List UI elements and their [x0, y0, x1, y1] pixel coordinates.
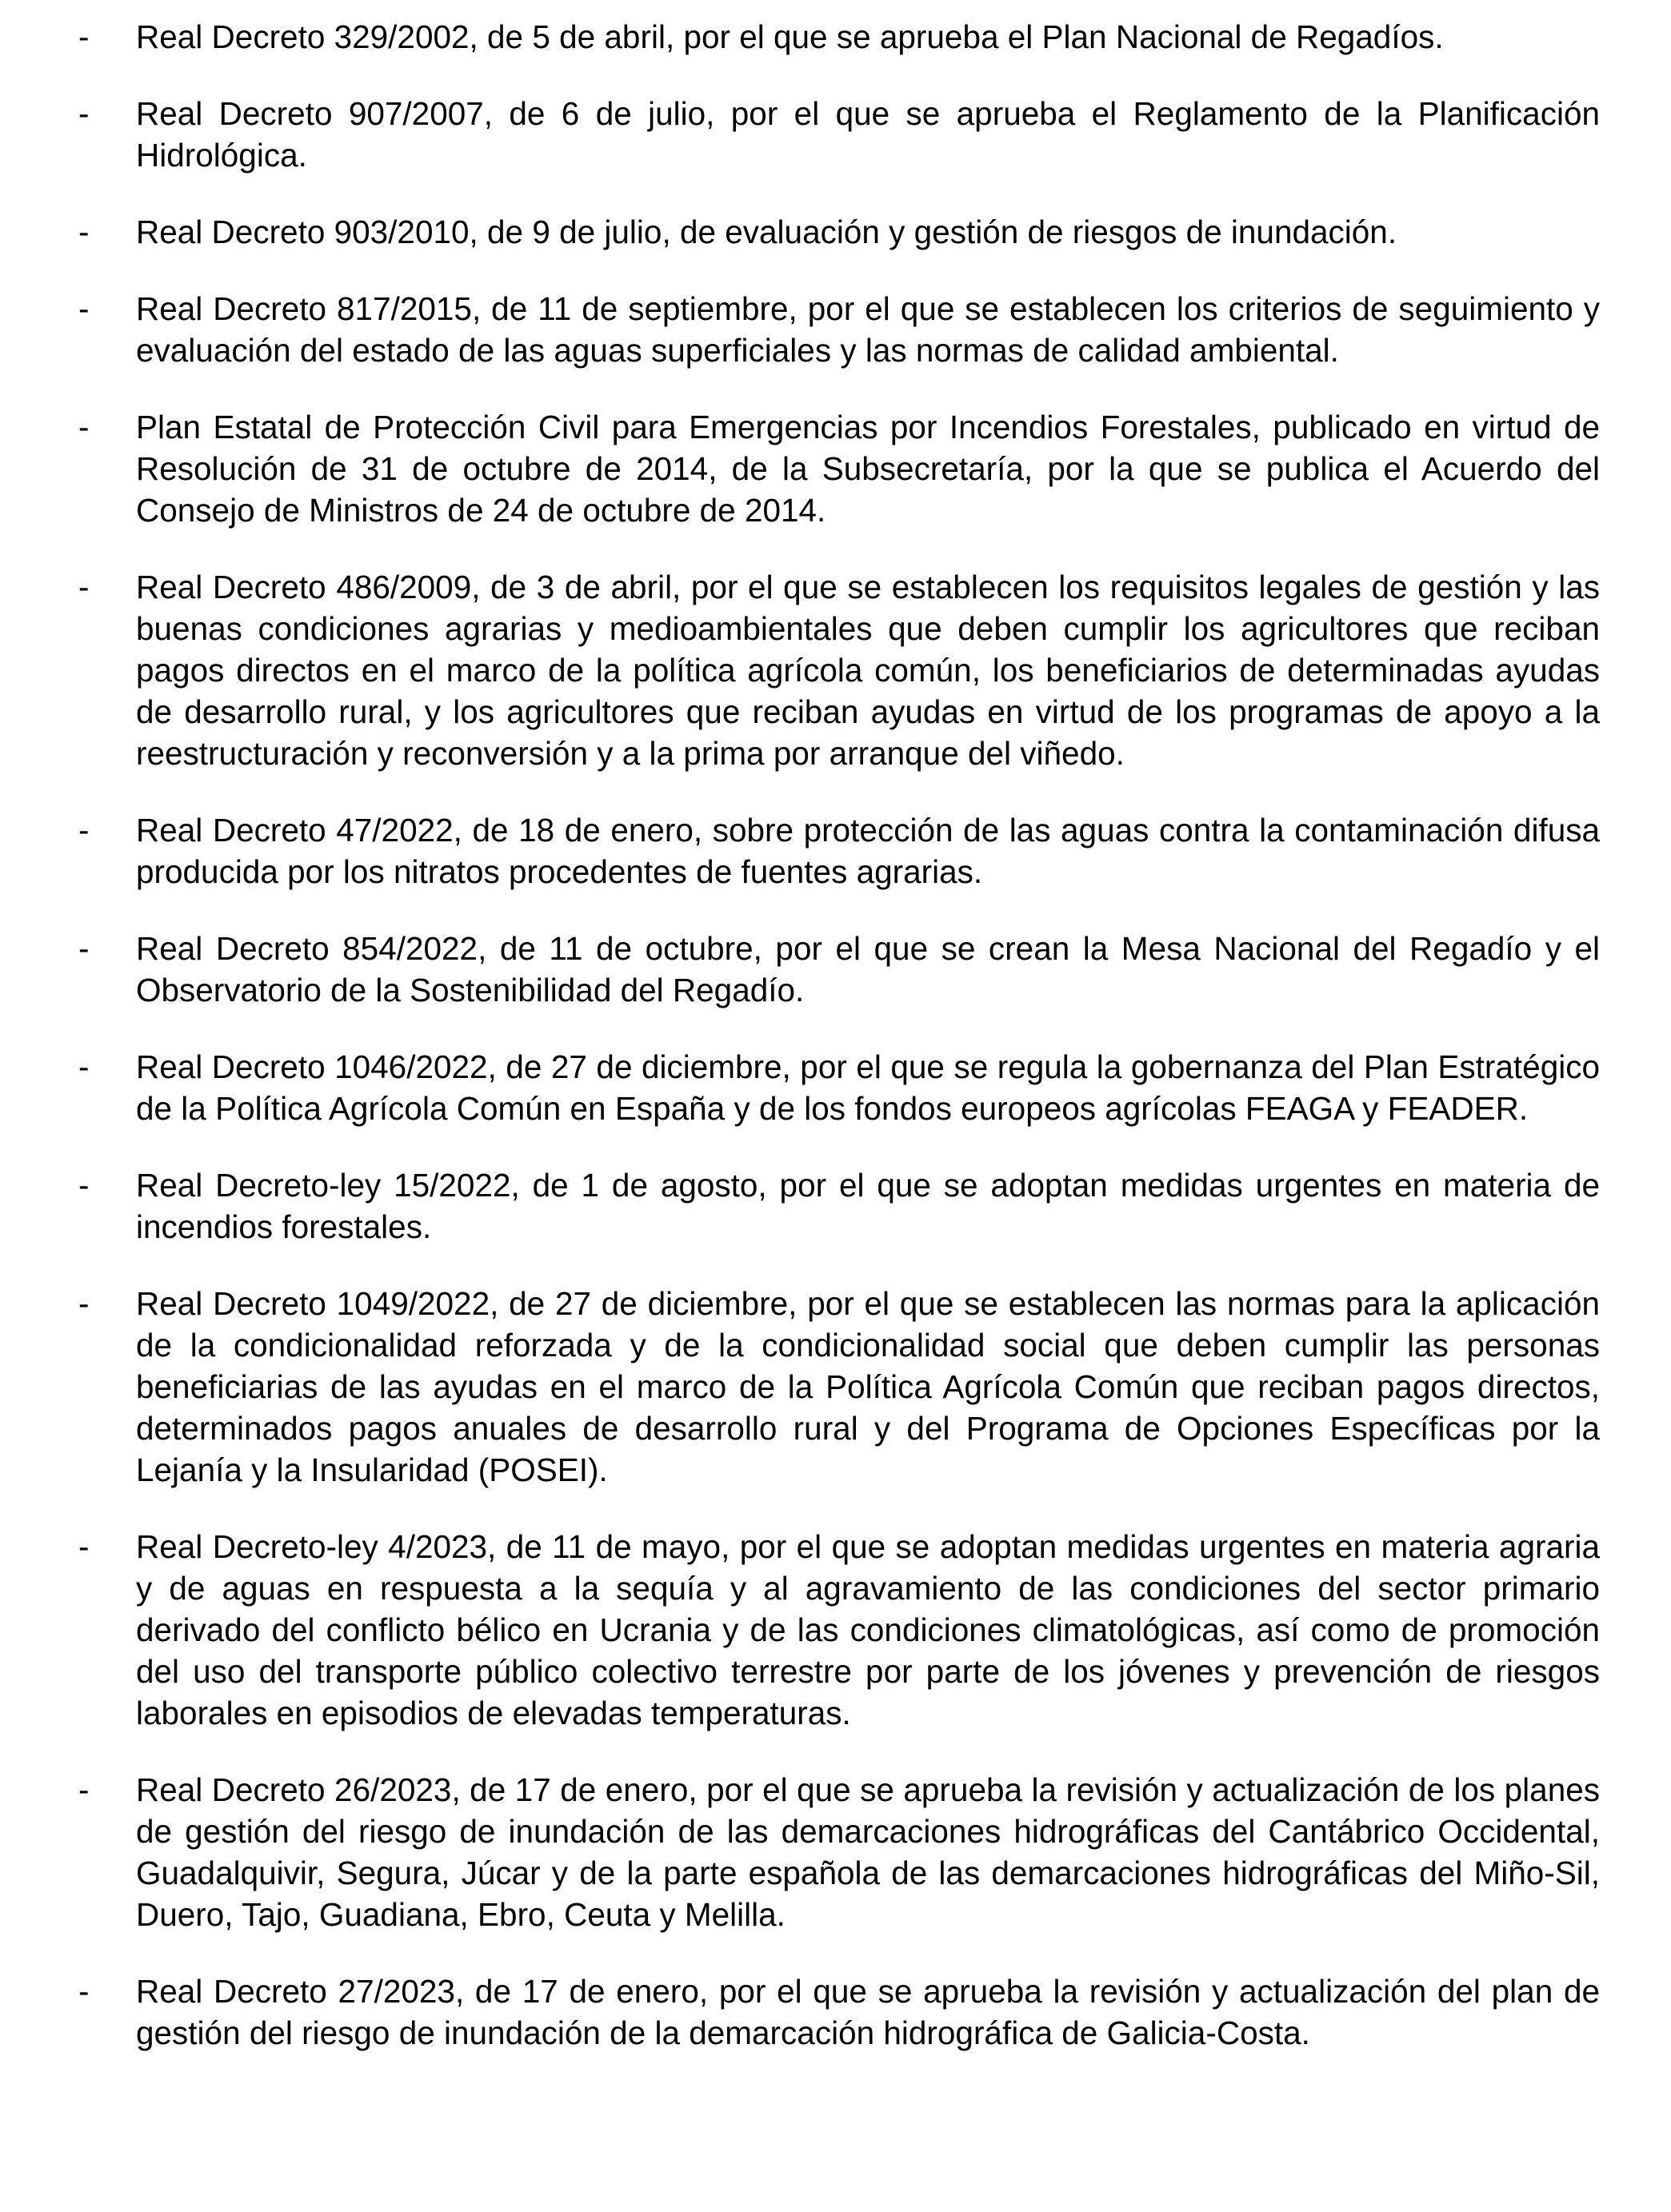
list-item-text: Real Decreto 26/2023, de 17 de enero, por el que se aprueba la revisión y actualización de los planes de gestión del riesgo de inundación de las demarcaciones hidrográficas del Cantábrico Occidental, Guadalquivir, Segura, Júcar y de la parte española de las demarcaciones hidrográficas del Miño-Sil, Duero, Tajo, Guadiana, Ebro, Ceuta y Melilla. — [136, 1771, 1600, 1933]
list-bullet: - — [78, 1528, 90, 1565]
list-item-text: Real Decreto 27/2023, de 17 de enero, por el que se aprueba la revisión y actualización del plan de gestión del riesgo de inundación de la demarcación hidrográfica de Galicia-Costa. — [136, 1973, 1600, 2051]
list-item-text: Real Decreto 854/2022, de 11 de octubre, por el que se crean la Mesa Nacional del Regadío y el Observatorio de la Sostenibilidad del Regadío. — [136, 930, 1600, 1008]
list-bullet: - — [78, 569, 90, 605]
list-item — [0, 406, 1600, 531]
list-item — [0, 1769, 1600, 1935]
list-item-text: Plan Estatal de Protección Civil para Emergencias por Incendios Forestales, publicado en virtud de Resolución de 31 de octubre de 2014, de la Subsecretaría, por la que se publica el Acuerdo del Consejo de Ministros de 24 de octubre de 2014. — [136, 409, 1600, 529]
list-bullet: - — [78, 1973, 90, 2010]
list-bullet: - — [78, 214, 90, 250]
list-item-text: Real Decreto 1046/2022, de 27 de diciembre, por el que se regula la gobernanza del Plan Estratégico de la Política Agrícola Común en España y de los fondos europeos agrícolas FEAGA y FEADER. — [136, 1048, 1600, 1127]
list-item-text: Real Decreto-ley 15/2022, de 1 de agosto, por el que se adoptan medidas urgentes en materia de incendios forestales. — [136, 1167, 1600, 1245]
list-item — [0, 16, 1600, 58]
list-bullet: - — [78, 409, 90, 445]
list-bullet: - — [78, 1048, 90, 1085]
list-item — [0, 1970, 1600, 2054]
list-item — [0, 809, 1600, 892]
list-item-text: Real Decreto 903/2010, de 9 de julio, de evaluación y gestión de riesgos de inundación. — [136, 214, 1397, 250]
list-bullet: - — [78, 1167, 90, 1204]
list-item-text: Real Decreto 907/2007, de 6 de julio, por el que se aprueba el Reglamento de la Planificación Hidrológica. — [136, 95, 1600, 174]
list-item — [0, 288, 1600, 371]
list-item-text: Real Decreto 486/2009, de 3 de abril, por el que se establecen los requisitos legales de gestión y las buenas condiciones agrarias y medioambientales que deben cumplir los agricultores que reciban pagos directos en el marco de la política agrícola común, los beneficiarios de determinadas ayudas de desarrollo rural, y los agricultores que reciban ayudas en virtud de los programas de apoyo a la reestructuración y reconversión y a la prima por arranque del viñedo. — [136, 569, 1600, 772]
list-bullet: - — [78, 1285, 90, 1322]
list-item — [0, 1164, 1600, 1248]
list-item-text: Real Decreto 329/2002, de 5 de abril, por el que se aprueba el Plan Nacional de Regadíos. — [136, 18, 1444, 55]
list-item — [0, 93, 1600, 176]
list-item — [0, 566, 1600, 774]
list-item-text: Real Decreto 817/2015, de 11 de septiembre, por el que se establecen los criterios de seguimiento y evaluación del estado de las aguas superficiales y las normas de calidad ambiental. — [136, 290, 1600, 369]
list-item — [0, 928, 1600, 1011]
list-bullet: - — [78, 930, 90, 967]
list-item-text: Real Decreto 47/2022, de 18 de enero, sobre protección de las aguas contra la contaminación difusa producida por los nitratos procedentes de fuentes agrarias. — [136, 812, 1600, 890]
list-item — [0, 1046, 1600, 1129]
list-bullet: - — [78, 18, 90, 55]
list-item — [0, 1283, 1600, 1491]
list-bullet: - — [78, 1771, 90, 1808]
list-bullet: - — [78, 290, 90, 327]
list-item-text: Real Decreto-ley 4/2023, de 11 de mayo, por el que se adoptan medidas urgentes en materia agraria y de aguas en respuesta a la sequía y al agravamiento de las condiciones del sector primario derivado del conflicto bélico en Ucrania y de las condiciones climatológicas, así como de promoción del uso del transporte público colectivo terrestre por parte de los jóvenes y prevención de riesgos laborales en episodios de elevadas temperaturas. — [136, 1528, 1600, 1731]
list-bullet: - — [78, 812, 90, 848]
list-item — [0, 211, 1600, 253]
legislation-list — [0, 16, 1671, 2089]
list-item — [0, 1526, 1600, 1734]
list-bullet: - — [78, 95, 90, 132]
list-item-text: Real Decreto 1049/2022, de 27 de diciembre, por el que se establecen las normas para la aplicación de la condicionalidad reforzada y de la condicionalidad social que deben cumplir las personas beneficiarias de las ayudas en el marco de la Política Agrícola Común que reciban pagos directos, determinados pagos anuales de desarrollo rural y del Programa de Opciones Específicas por la Lejanía y la Insularidad (POSEI). — [136, 1285, 1600, 1488]
